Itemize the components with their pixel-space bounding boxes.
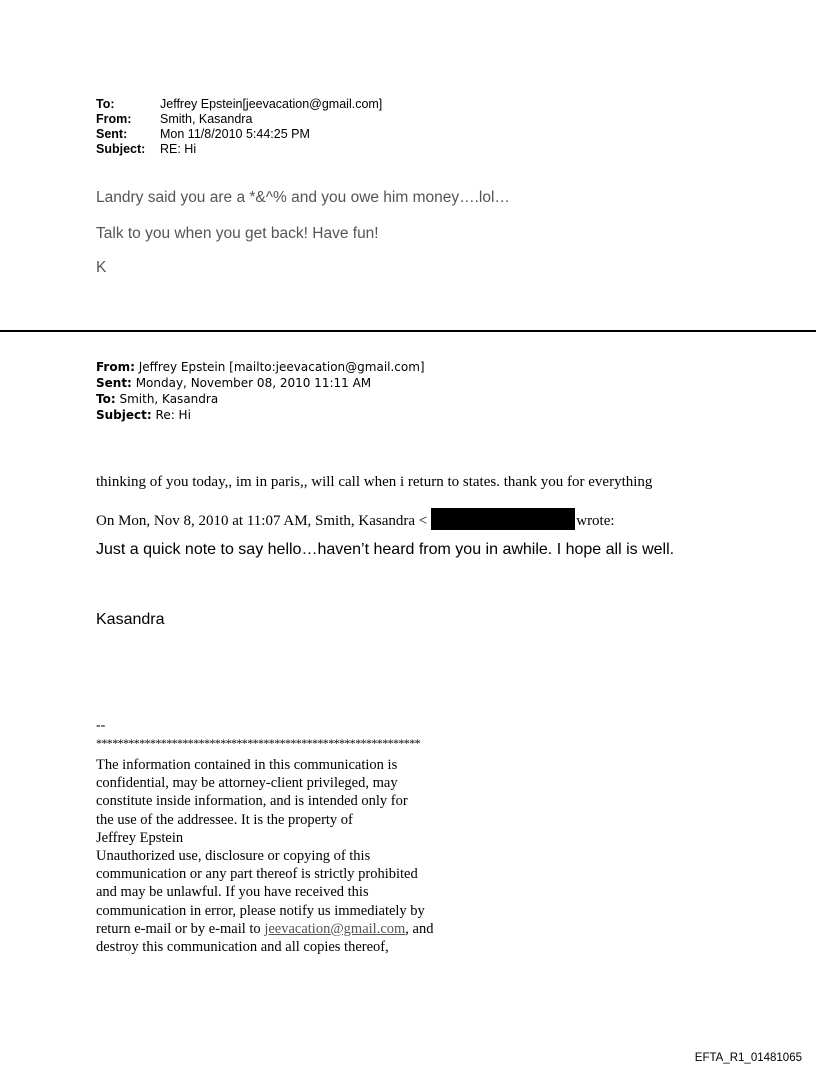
reply-signature: K: [96, 259, 107, 276]
reply-line-1: Landry said you are a *&^% and you owe him money….lol…: [96, 189, 510, 206]
email-link[interactable]: jeevacation@gmail.com: [264, 920, 406, 937]
quoted-signature: Kasandra: [96, 611, 165, 628]
quoted-line: Just a quick note to say hello…haven’t heard from you in awhile. I hope all is well.: [96, 541, 675, 558]
header-sent: Sent: Mon 11/8/2010 5:44:25 PM: [96, 127, 310, 141]
reply-line-2: Talk to you when you get back! Have fun!: [96, 225, 379, 242]
top-email-header: [96, 97, 382, 157]
fwd-sent: Sent: Monday, November 08, 2010 11:11 AM: [96, 376, 372, 390]
redaction-bar: [431, 508, 575, 530]
header-subject: Subject: RE: Hi: [96, 142, 197, 156]
header-from: From: Smith, Kasandra: [96, 112, 253, 126]
header-to: To: Jeffrey Epstein[jeevacation@gmail.com]: [96, 97, 383, 111]
quote-intro: On Mon, Nov 8, 2010 at 11:07 AM, Smith, Kasandra < wrote:: [96, 508, 615, 530]
disclaimer-stars: ************************************************************: [96, 736, 421, 750]
forwarded-message: thinking of you today,, im in paris,, will call when i return to states. thank you for everything: [96, 474, 653, 490]
fwd-subject: Subject: Re: Hi: [96, 408, 191, 422]
document-id: EFTA_R1_01481065: [694, 1052, 802, 1064]
separator-rule: [0, 330, 816, 332]
forwarded-header: [96, 359, 425, 423]
disclaimer-text: The information contained in this communication is confidential, may be attorney-client privileged, may constitute inside information, and is intended only for the use of the addressee. It is the property of Jeffrey Epstein Unauthorized use, disclosure or copying of this communication or any part thereof is strictly prohibited and may be unlawful. If you have received this communication in error, please notify us immediately by return e-mail or by e-mail to jeevacation@gmail.com, and destroy this communication and all copies thereof,: [96, 757, 434, 956]
fwd-to: To: Smith, Kasandra: [96, 392, 219, 406]
fwd-from: From: Jeffrey Epstein [mailto:jeevacation@gmail.com]: [96, 360, 425, 374]
disclaimer-dashes: --: [96, 718, 106, 733]
